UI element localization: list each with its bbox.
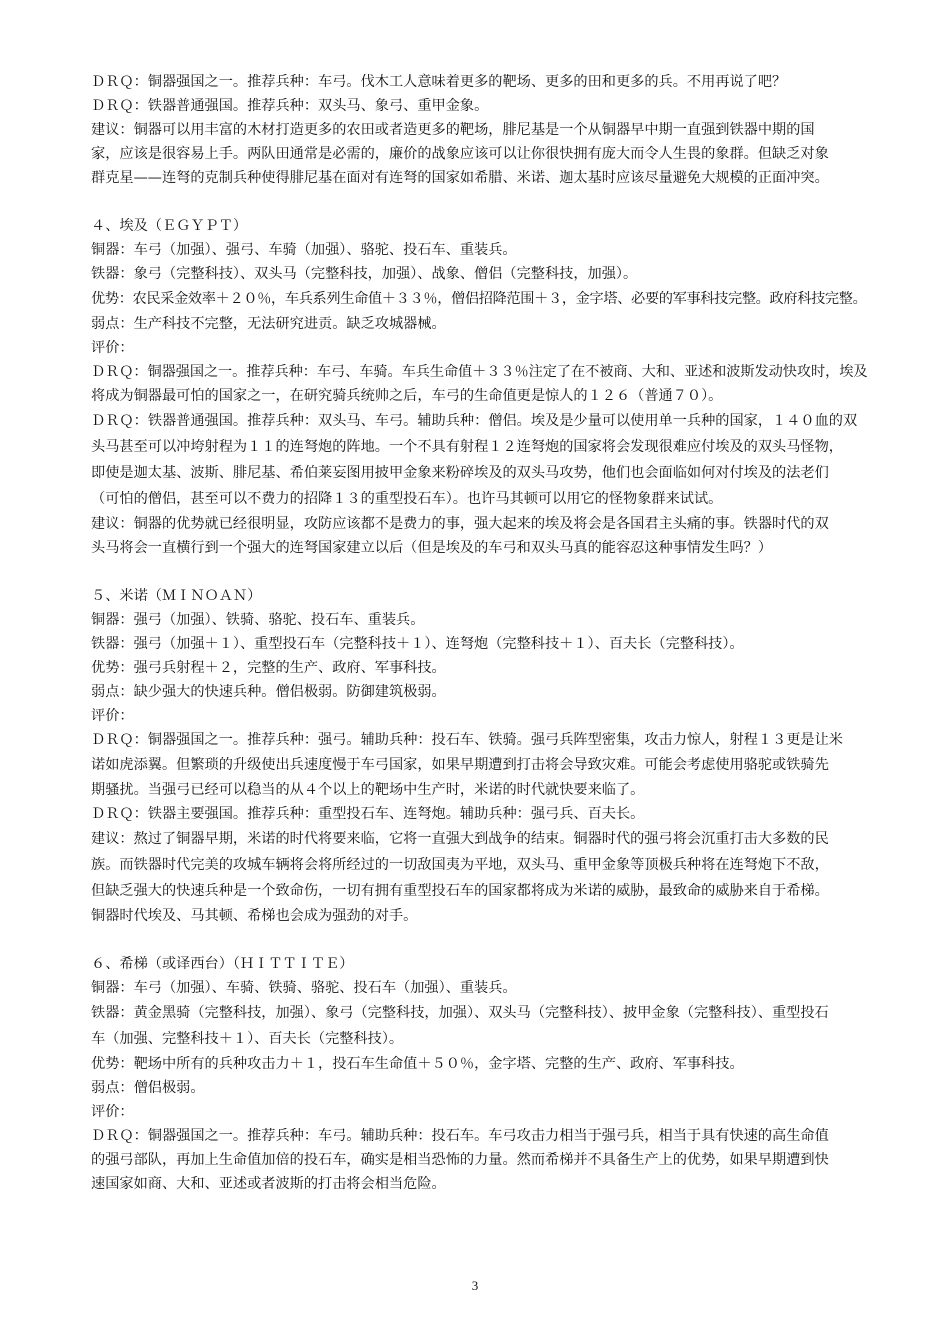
text-line: 优势：农民采金效率＋２０％，车兵系列生命值＋３３％，僧侣招降范围＋３，金字塔、必要的军事科技完整。政府科技完整。 [91,291,867,307]
text-line: 铜器时代埃及、马其顿、希梯也会成为强劲的对手。 [91,908,418,924]
text-line: ＤＲＱ：铜器强国之一。推荐兵种：车弓、车骑。车兵生命值＋３３％注定了在不被商、大和、亚述和波斯发动快攻时，埃及 [91,364,867,380]
text-line: 评价： [91,708,134,724]
text-line: 车（加强、完整科技＋１）、百夫长（完整科技）。 [91,1031,404,1047]
text-line: 期骚扰。当强弓已经可以稳当的从４个以上的靶场中生产时，米诺的时代就快要来临了。 [91,782,645,798]
text-line: 铜器：强弓（加强）、铁骑、骆驼、投石车、重装兵。 [91,612,425,628]
text-line [91,560,867,584]
text-line: 优势：强弓兵射程＋２，完整的生产、政府、军事科技。 [91,660,446,676]
text-line: 优势：靶场中所有的兵种攻击力＋１，投石车生命值＋５０％，金字塔、完整的生产、政府、军事科技。 [91,1056,744,1072]
text-line: 速国家如商、大和、亚述或者波斯的打击将会相当危险。 [91,1176,446,1192]
text-line: 铁器：强弓（加强＋１）、重型投石车（完整科技＋１）、连弩炮（完整科技＋１）、百夫长（完整科技）。 [91,636,744,652]
text-line: 建议：铜器可以用丰富的木材打造更多的农田或者造更多的靶场，腓尼基是一个从铜器早中期一直强到铁器中期的国 [91,122,815,138]
text-line: 头马甚至可以冲垮射程为１１的连弩炮的阵地。一个不具有射程１２连弩炮的国家将会发现很难应付埃及的双头马怪物， [91,439,843,455]
text-line: ６、希梯（或译西台）（ＨＩＴＴＩＴＥ） [91,956,354,972]
document-body [91,70,867,1196]
text-line: 弱点：僧侣极弱。 [91,1080,205,1096]
text-line: 评价： [91,340,134,356]
text-line: 铁器：象弓（完整科技）、双头马（完整科技，加强）、战象、僧侣（完整科技，加强）。 [91,266,638,282]
text-line: 建议：熬过了铜器早期，米诺的时代将要来临，它将一直强大到战争的结束。铜器时代的强弓将会沉重打击大多数的民 [91,831,829,847]
text-line: 铜器：车弓（加强）、车骑、铁骑、骆驼、投石车（加强）、重装兵。 [91,980,517,996]
text-line: 诺如虎添翼。但繁琐的升级使出兵速度慢于车弓国家，如果早期遭到打击将会导致灾难。可能会考虑使用骆驼或铁骑先 [91,757,829,773]
text-line [91,928,867,952]
text-line: 弱点：生产科技不完整，无法研究进贡。缺乏攻城器械。 [91,316,446,332]
text-line: 建议：铜器的优势就已经很明显，攻防应该都不是费力的事，强大起来的埃及将会是各国君主头痛的事。铁器时代的双 [91,516,829,532]
text-line: ＤＲＱ：铜器强国之一。推荐兵种：车弓。伐木工人意味着更多的靶场、更多的田和更多的兵。不用再说了吧？ [91,74,787,90]
text-line: 但缺乏强大的快速兵种是一个致命伤，一切有拥有重型投石车的国家都将成为米诺的威胁，最致命的威胁来自于希梯。 [91,883,829,899]
text-line [91,190,867,214]
text-line: 家，应该是很容易上手。两队田通常是必需的，廉价的战象应该可以让你很快拥有庞大而令人生畏的象群。但缺乏对象 [91,146,829,162]
text-line: 铜器：车弓（加强）、强弓、车骑（加强）、骆驼、投石车、重装兵。 [91,242,517,258]
text-line: 即使是迦太基、波斯、腓尼基、希伯莱妄图用披甲金象来粉碎埃及的双头马攻势，他们也会面临如何对付埃及的法老们 [91,465,829,481]
text-line: ５、米诺（ＭＩＮＯＡＮ） [91,588,262,604]
text-line: 的强弓部队，再加上生命值加倍的投石车，确实是相当恐怖的力量。然而希梯并不具备生产上的优势，如果早期遭到快 [91,1152,829,1168]
text-line: （可怕的僧侣，甚至可以不费力的招降１３的重型投石车）。也许马其顿可以用它的怪物象群来试试。 [91,491,723,507]
text-line: ＤＲＱ：铜器强国之一。推荐兵种：车弓。辅助兵种：投石车。车弓攻击力相当于强弓兵，相当于具有快速的高生命值 [91,1128,829,1144]
text-line: 弱点：缺少强大的快速兵种。僧侣极弱。防御建筑极弱。 [91,684,446,700]
text-line: ＤＲＱ：铁器普通强国。推荐兵种：双头马、象弓、重甲金象。 [91,98,489,114]
text-line: ４、埃及（ＥＧＹＰＴ） [91,218,248,234]
text-line: 群克星——连弩的克制兵种使得腓尼基在面对有连弩的国家如希腊、米诺、迦太基时应该尽量避免大规模的正面冲突。 [91,170,829,186]
text-line: ＤＲＱ：铁器主要强国。推荐兵种：重型投石车、连弩炮。辅助兵种：强弓兵、百夫长。 [91,806,645,822]
text-line: ＤＲＱ：铁器普通强国。推荐兵种：双头马、车弓。辅助兵种：僧侣。埃及是少量可以使用单一兵种的国家，１４０血的双 [91,413,858,429]
page-number: 3 [471,1278,479,1293]
text-line: 族。而铁器时代完美的攻城车辆将会将所经过的一切敌国夷为平地，双头马、重甲金象等顶极兵种将在连弩炮下不敌， [91,857,829,873]
text-line: 头马将会一直横行到一个强大的连弩国家建立以后（但是埃及的车弓和双头马真的能容忍这种事情发生吗？） [91,540,773,556]
text-line: 评价： [91,1104,134,1120]
text-line: 将成为铜器最可怕的国家之一，在研究骑兵统帅之后，车弓的生命值更是惊人的１２６（普通７０）。 [91,388,723,404]
text-line: ＤＲＱ：铜器强国之一。推荐兵种：强弓。辅助兵种：投石车、铁骑。强弓兵阵型密集，攻击力惊人，射程１３更是让米 [91,732,843,748]
text-line: 铁器：黄金黑骑（完整科技，加强）、象弓（完整科技，加强）、双头马（完整科技）、披甲金象（完整科技）、重型投石 [91,1005,829,1021]
